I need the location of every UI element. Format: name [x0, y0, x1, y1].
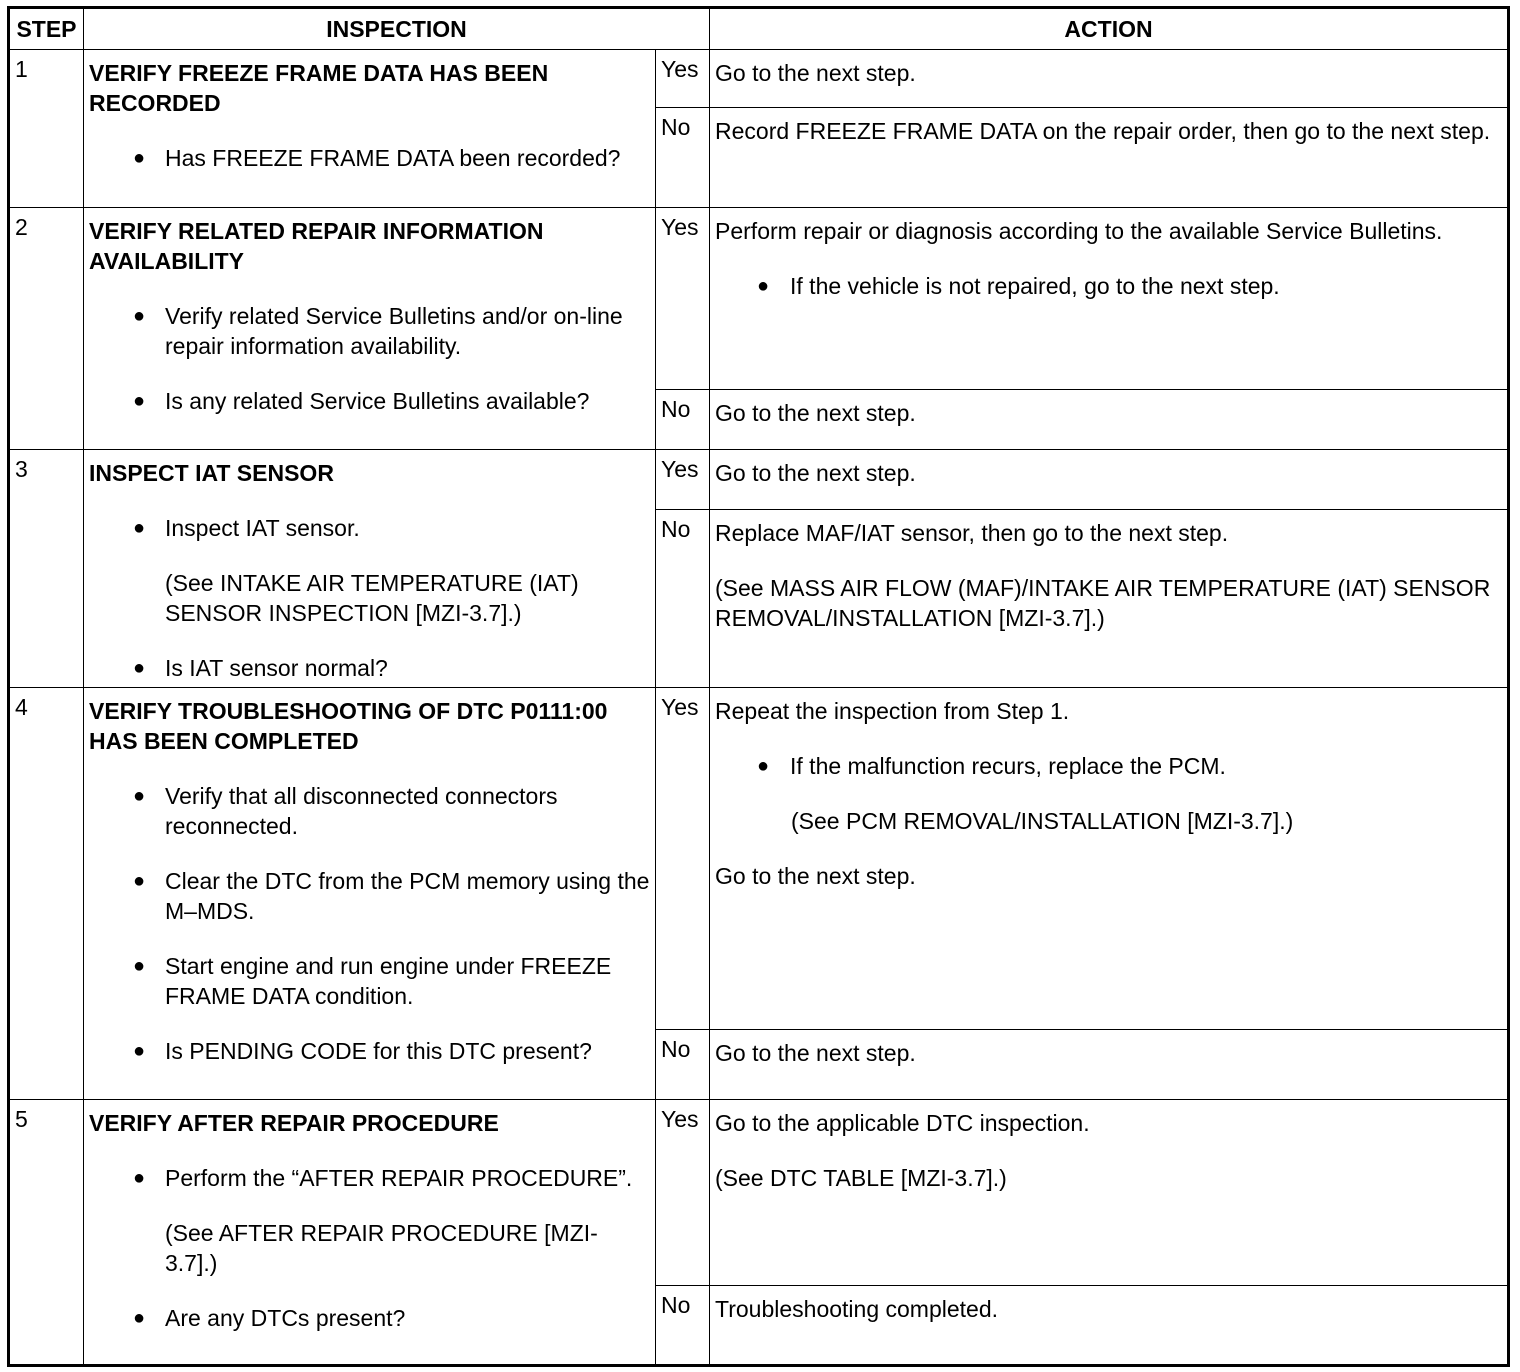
bullet-item: ● Inspect IAT sensor.: [89, 513, 650, 543]
no-label: No: [656, 390, 710, 450]
bullet-list: [89, 513, 650, 543]
no-label: No: [656, 1286, 710, 1366]
reference-text: (See DTC TABLE [MZI-3.7].): [715, 1165, 1007, 1191]
action-text: Go to the next step.: [715, 863, 916, 889]
bullet-list: [89, 1303, 650, 1333]
yes-label: Yes: [656, 450, 710, 510]
step-3-yes-row: [9, 450, 1509, 510]
troubleshooting-table: [7, 6, 1510, 1367]
bullet-list: [89, 301, 650, 416]
no-action: Go to the next step.: [710, 1030, 1509, 1100]
bullet-item: ● Perform the “AFTER REPAIR PROCEDURE”.: [89, 1163, 650, 1193]
step-title: VERIFY TROUBLESHOOTING OF DTC P0111:00 HAS BEEN COMPLETED: [89, 698, 608, 754]
step-4-inspection: [84, 688, 656, 1100]
step-1-yes-row: [9, 50, 1509, 108]
header-step: STEP: [9, 8, 84, 50]
step-5-yes-row: [9, 1100, 1509, 1286]
step-number: 2: [9, 208, 84, 450]
bullet-list: [89, 653, 650, 683]
step-2-yes-row: [9, 208, 1509, 390]
step-number: 5: [9, 1100, 84, 1366]
bullet-list: [715, 751, 1502, 781]
yes-action: Go to the next step.: [710, 50, 1509, 108]
no-action: Replace MAF/IAT sensor, then go to the next step. (See MASS AIR FLOW (MAF)/INTAKE AIR TEMPERATURE (IAT) SENSOR REMOVAL/INSTALLATION [MZI-3.7].): [710, 510, 1509, 688]
no-action: Go to the next step.: [710, 390, 1509, 450]
yes-label: Yes: [656, 688, 710, 1030]
header-row: [9, 8, 1509, 50]
no-label: No: [656, 108, 710, 208]
bullet-list: [89, 143, 650, 173]
step-title: VERIFY RELATED REPAIR INFORMATION AVAILABILITY: [89, 218, 544, 274]
reference-text: (See AFTER REPAIR PROCEDURE [MZI-3.7].): [165, 1220, 598, 1276]
step-3-inspection: [84, 450, 656, 688]
bullet-item: ● If the vehicle is not repaired, go to the next step.: [715, 271, 1502, 301]
bullet-item: ● Is any related Service Bulletins available?: [89, 386, 650, 416]
step-title: VERIFY AFTER REPAIR PROCEDURE: [89, 1110, 499, 1136]
bullet-list: [715, 271, 1502, 301]
bullet-item: ● Verify related Service Bulletins and/or on-line repair information availability.: [89, 301, 650, 361]
yes-action: Go to the applicable DTC inspection. (See DTC TABLE [MZI-3.7].): [710, 1100, 1509, 1286]
bullet-item: ● Clear the DTC from the PCM memory using the M–MDS.: [89, 866, 650, 926]
yes-label: Yes: [656, 1100, 710, 1286]
step-5-inspection: [84, 1100, 656, 1366]
no-label: No: [656, 1030, 710, 1100]
yes-action: Go to the next step.: [710, 450, 1509, 510]
yes-label: Yes: [656, 50, 710, 108]
step-number: 3: [9, 450, 84, 688]
step-title: INSPECT IAT SENSOR: [89, 460, 334, 486]
yes-label: Yes: [656, 208, 710, 390]
step-4-yes-row: [9, 688, 1509, 1030]
no-action: Record FREEZE FRAME DATA on the repair order, then go to the next step.: [710, 108, 1509, 208]
bullet-list: [89, 1163, 650, 1193]
bullet-item: ● If the malfunction recurs, replace the PCM.: [715, 751, 1502, 781]
bullet-item: ● Has FREEZE FRAME DATA been recorded?: [89, 143, 650, 173]
header-action: ACTION: [710, 8, 1509, 50]
step-number: 1: [9, 50, 84, 208]
step-2-inspection: [84, 208, 656, 450]
reference-text: (See PCM REMOVAL/INSTALLATION [MZI-3.7].): [791, 808, 1294, 834]
bullet-item: ● Start engine and run engine under FREEZE FRAME DATA condition.: [89, 951, 650, 1011]
bullet-item: ● Is IAT sensor normal?: [89, 653, 650, 683]
yes-action: Repeat the inspection from Step 1. ● If the malfunction recurs, replace the PCM. (See PCM REMOVAL/INSTALLATION [MZI-3.7].) Go to the next step.: [710, 688, 1509, 1030]
header-inspection: INSPECTION: [84, 8, 710, 50]
bullet-item: ● Is PENDING CODE for this DTC present?: [89, 1036, 650, 1066]
no-label: No: [656, 510, 710, 688]
bullet-item: ● Verify that all disconnected connectors reconnected.: [89, 781, 650, 841]
reference-text: (See INTAKE AIR TEMPERATURE (IAT) SENSOR INSPECTION [MZI-3.7].): [165, 570, 579, 626]
bullet-list: [89, 781, 650, 1066]
reference-text: (See MASS AIR FLOW (MAF)/INTAKE AIR TEMPERATURE (IAT) SENSOR REMOVAL/INSTALLATION [MZI-3.7].): [715, 575, 1491, 631]
yes-action: Perform repair or diagnosis according to the available Service Bulletins. ● If the vehicle is not repaired, go to the next step.: [710, 208, 1509, 390]
step-1-inspection: [84, 50, 656, 208]
step-number: 4: [9, 688, 84, 1100]
bullet-item: ● Are any DTCs present?: [89, 1303, 650, 1333]
no-action: Troubleshooting completed.: [710, 1286, 1509, 1366]
step-title: VERIFY FREEZE FRAME DATA HAS BEEN RECORDED: [89, 60, 549, 116]
